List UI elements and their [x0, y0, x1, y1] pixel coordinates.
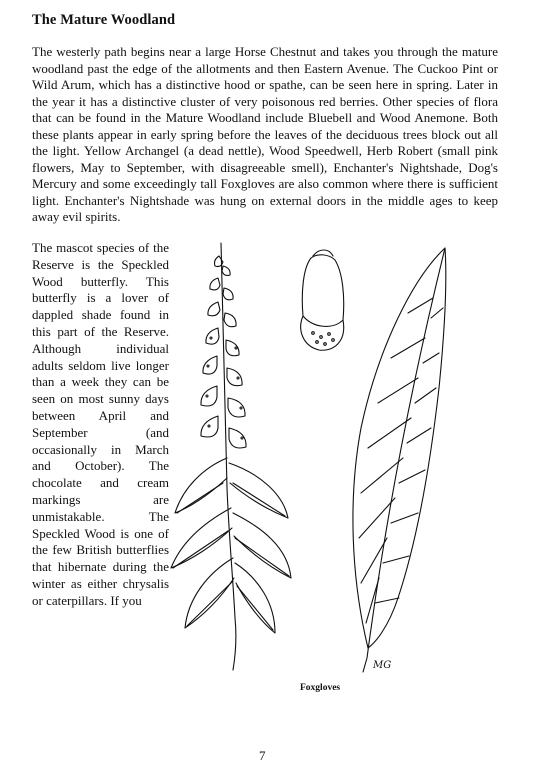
illustration-caption: Foxgloves: [300, 683, 341, 693]
page-number: 7: [259, 748, 266, 763]
foxglove-bell-detail: [301, 250, 344, 350]
foxglove-leaves: [171, 458, 291, 633]
foxglove-illustration: [163, 238, 463, 678]
foxglove-stem: [221, 243, 236, 670]
intro-paragraph: The westerly path begins near a large Horse Chestnut and takes you through the mature woodland past the edge of the allotments and then Eastern Avenue. The Cuckoo Pint or Wild Arum, which has a distinctive hood or spathe, can be seen here in spring. Later in the year it has a distinctive cluster of very poisonous red berries. Other species of flora that can be found in the Mature Woodland include Bluebell and Wood Anemone. Both these plants appear in early spring before the leaves of the deciduous trees block out all the light. Yellow Archangel (a dead nettle), Wood Speedwell, Herb Robert (small pink flowers, May to September, with disagreeable smell), Enchanter's Nightshade, Dog's Mercury and some exceedingly tall Foxgloves are also common where there is sufficient light. Enchanter's Nightshade was hung on external doors in the middle ages to keep away evil spirits.: [32, 44, 498, 224]
illustrator-initials: MG: [373, 660, 392, 671]
side-paragraph: The mascot species of the Reserve is the Speckled Wood butterfly. This butterfly is a lover of dappled shade found in this part of the Reserve. Although individual adults seldom live longer than a week they can be seen on most sunny days between April and September (and occasionally in March and October). The chocolate and cream markings are unmistakable. The Speckled Wood is one of the few British butterflies that hibernate during the winter as either chrysalis or caterpillars. If you: [32, 240, 169, 608]
page-heading: The Mature Woodland: [32, 12, 176, 28]
large-leaf: [353, 248, 446, 672]
